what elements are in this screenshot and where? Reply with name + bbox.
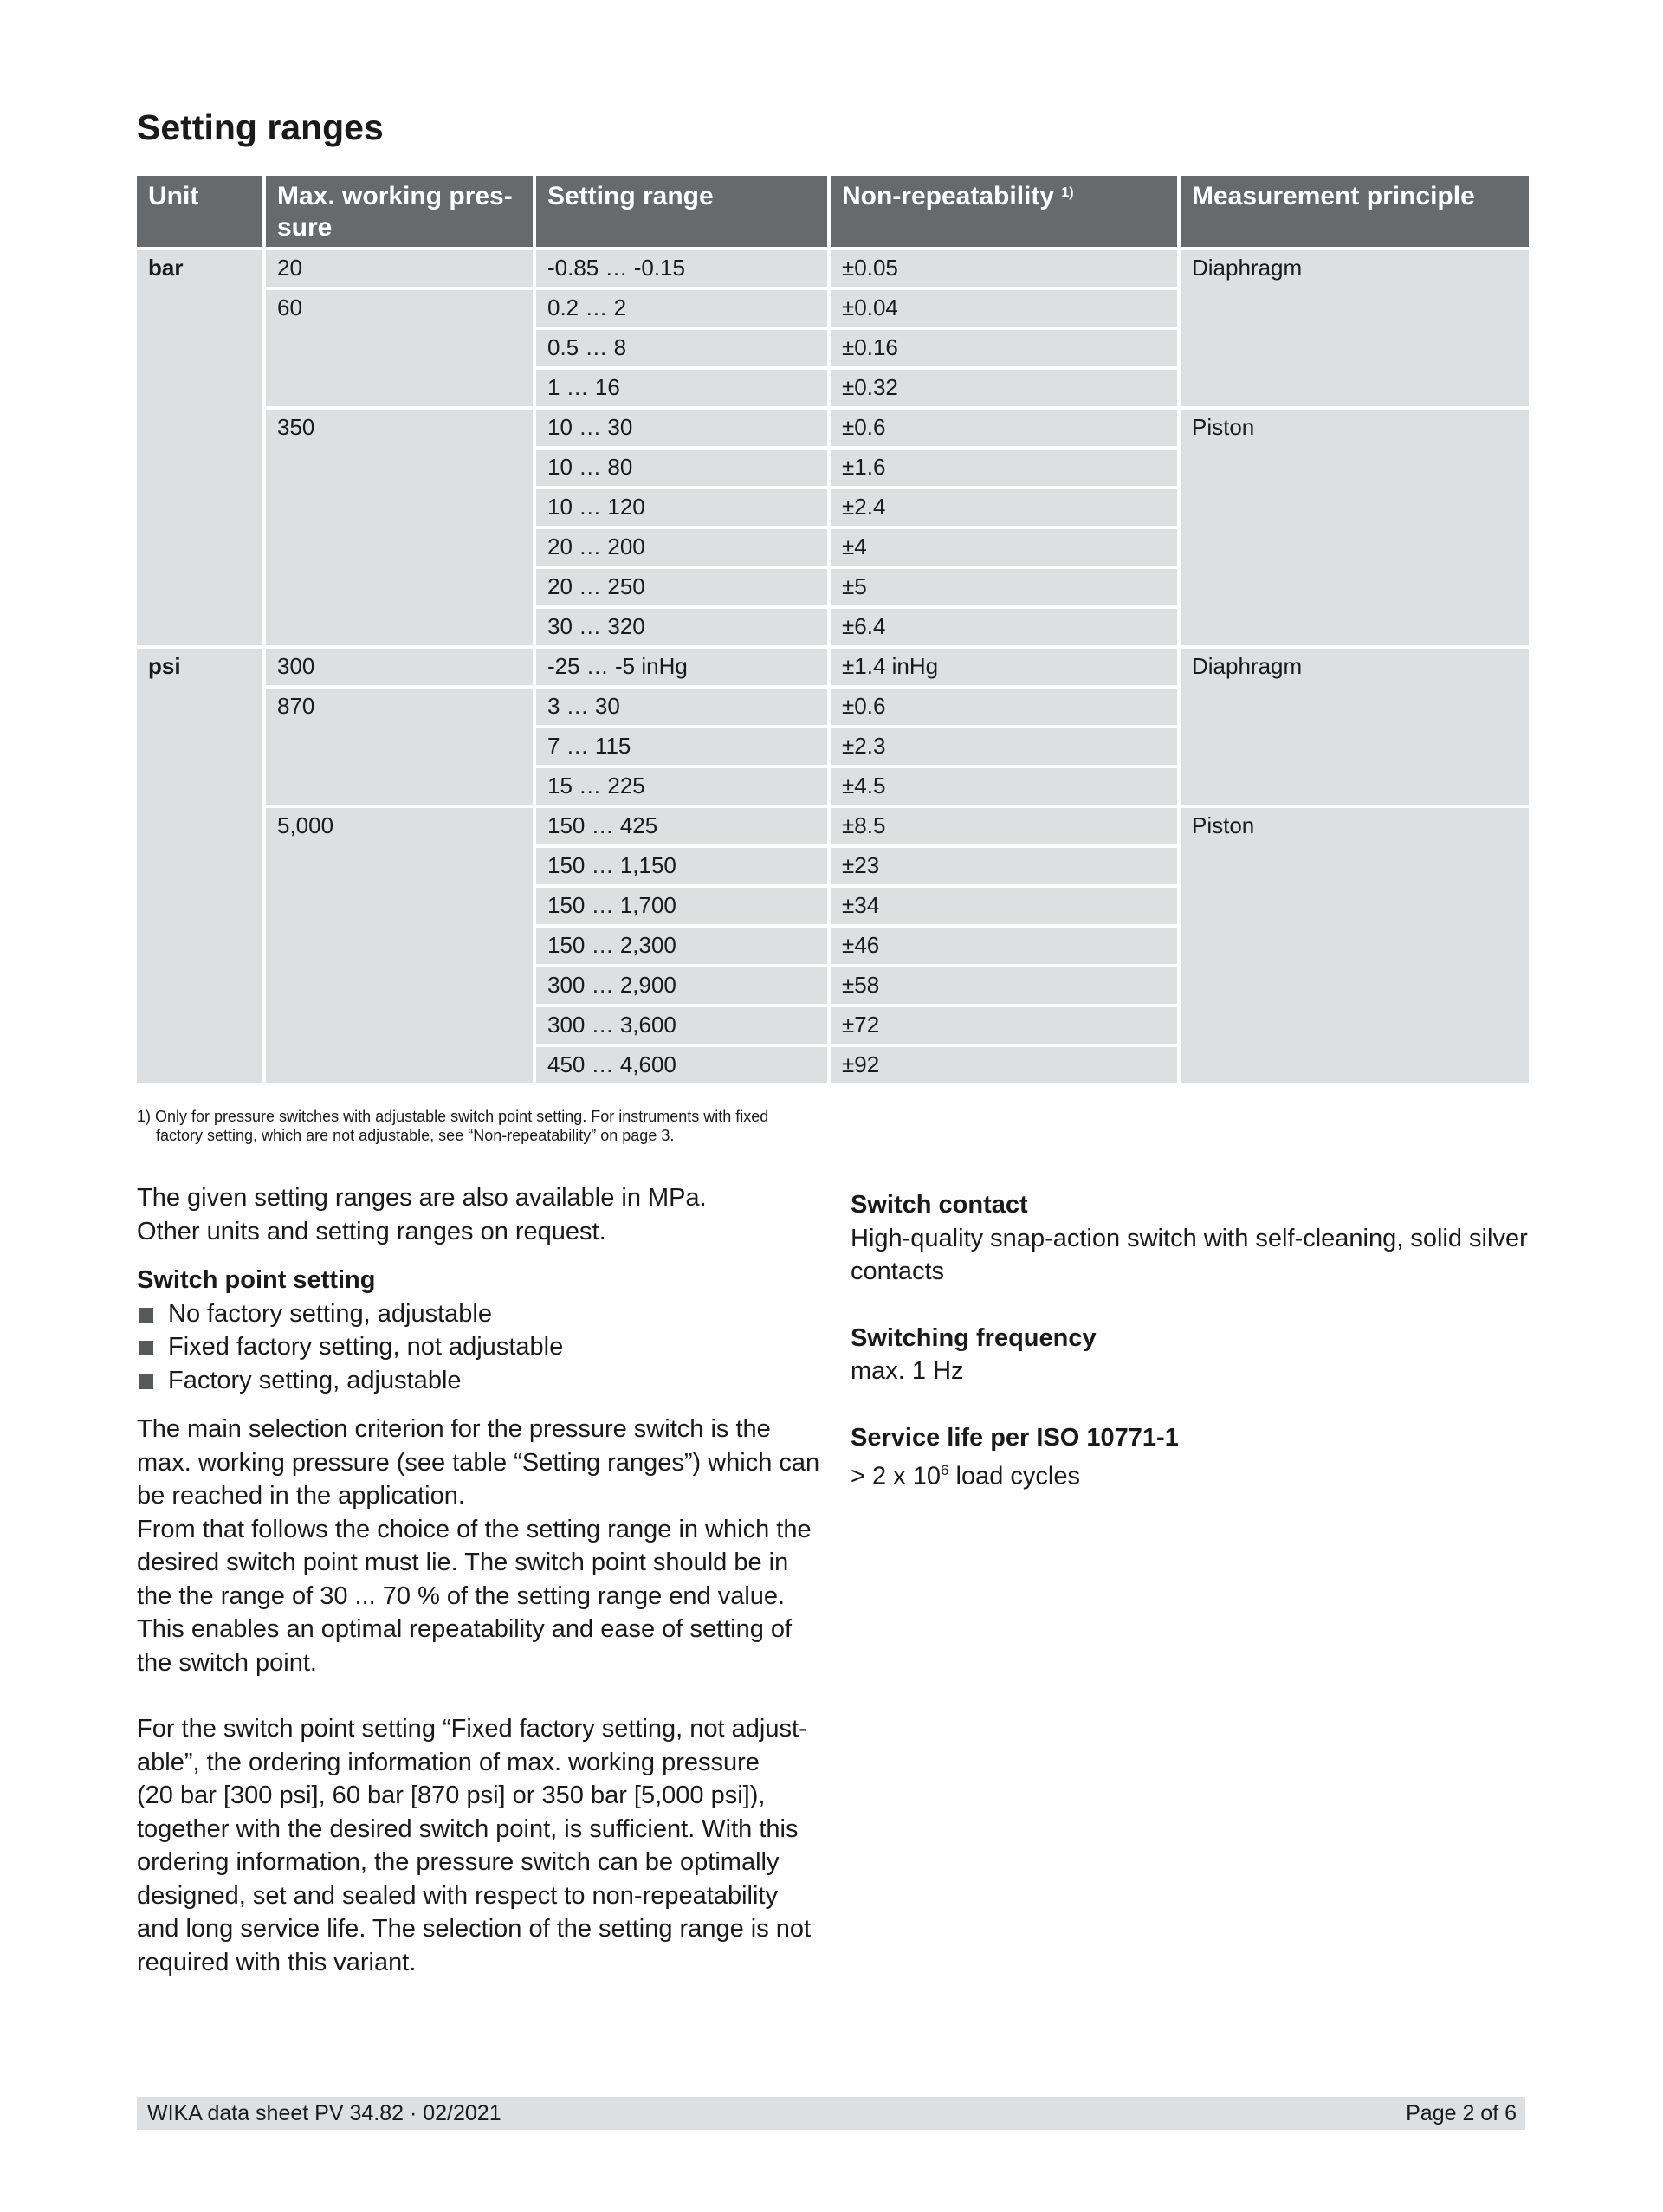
non-repeatability-cell: ±0.16 — [831, 330, 1177, 366]
list-item-label: No factory setting, adjustable — [168, 1299, 492, 1328]
setting-range-cell: 450 … 4,600 — [536, 1047, 827, 1083]
switch-contact-heading: Switch contact — [851, 1191, 1028, 1219]
setting-range-cell: 150 … 1,700 — [536, 888, 827, 924]
unit-cell: bar — [137, 250, 262, 645]
non-repeatability-cell: ±4 — [831, 529, 1177, 566]
non-repeatability-cell: ±2.4 — [831, 489, 1177, 526]
list-item — [137, 1364, 821, 1398]
intro-line1: The given setting ranges are also available in MPa. — [137, 1184, 707, 1212]
setting-range-cell: 20 … 250 — [536, 569, 827, 605]
principle-cell: Piston — [1181, 410, 1529, 645]
switching-frequency-heading: Switching frequency — [851, 1323, 1097, 1352]
text-line: required with this variant. — [137, 1948, 417, 1976]
setting-range-cell: 0.5 … 8 — [536, 330, 827, 366]
footnote-ref: 1) — [1061, 185, 1074, 200]
switch-point-options — [137, 1297, 821, 1398]
text-line: For the switch point setting “Fixed factory setting, not adjust- — [137, 1715, 807, 1743]
square-bullet-icon — [139, 1308, 153, 1323]
header-setting-range: Setting range — [536, 176, 827, 247]
principle-cell: Piston — [1181, 808, 1529, 1083]
table-header-row — [137, 176, 1529, 247]
header-measurement-principle: Measurement principle — [1181, 176, 1529, 247]
table-row — [137, 649, 1529, 685]
square-bullet-icon — [139, 1341, 153, 1355]
setting-range-cell: 0.2 … 2 — [536, 290, 827, 327]
table-footnote — [137, 1107, 830, 1145]
setting-range-cell: 15 … 225 — [536, 768, 827, 805]
max-pressure-cell: 350 — [266, 410, 533, 645]
header-unit: Unit — [137, 176, 262, 247]
setting-range-cell: 150 … 1,150 — [536, 848, 827, 884]
table-row — [137, 250, 1529, 287]
header-max-line2: sure — [277, 213, 333, 242]
setting-range-cell: 300 … 2,900 — [536, 967, 827, 1004]
list-item-label: Fixed factory setting, not adjustable — [168, 1333, 564, 1361]
header-max-working-pressure — [266, 176, 533, 247]
max-pressure-cell: 5,000 — [266, 808, 533, 1083]
non-repeatability-cell: ±34 — [831, 888, 1177, 924]
text-line: designed, set and sealed with respect to non-repeatability — [137, 1881, 778, 1910]
left-column — [137, 1181, 821, 1979]
service-life-prefix: > 2 x 10 — [851, 1462, 941, 1491]
principle-cell: Diaphragm — [1181, 649, 1529, 805]
list-item-label: Factory setting, adjustable — [168, 1366, 462, 1394]
non-repeatability-cell: ±6.4 — [831, 609, 1177, 645]
text-line: the the range of 30 ... 70 % of the setting range end value. — [137, 1581, 786, 1610]
max-pressure-cell: 870 — [266, 689, 533, 805]
table-row — [137, 410, 1529, 446]
service-life-suffix: load cycles — [948, 1462, 1080, 1491]
non-repeatability-cell: ±72 — [831, 1007, 1177, 1044]
switch-contact-line1: High-quality snap-action switch with self-cleaning, solid silver — [851, 1224, 1528, 1252]
max-pressure-cell: 20 — [266, 250, 533, 287]
spacer — [137, 1679, 821, 1712]
text-line: able”, the ordering information of max. working pressure — [137, 1748, 760, 1776]
max-pressure-cell: 60 — [266, 290, 533, 406]
setting-range-cell: 3 … 30 — [536, 689, 827, 725]
non-repeatability-cell: ±92 — [831, 1047, 1177, 1083]
text-line: From that follows the choice of the setting range in which the — [137, 1515, 812, 1543]
setting-range-cell: 1 … 16 — [536, 370, 827, 406]
non-repeatability-cell: ±0.6 — [831, 689, 1177, 725]
setting-range-cell: -0.85 … -0.15 — [536, 250, 827, 287]
setting-ranges-table — [133, 172, 1532, 1087]
setting-range-cell: 10 … 120 — [536, 489, 827, 526]
setting-range-cell: 300 … 3,600 — [536, 1007, 827, 1044]
non-repeatability-cell: ±0.6 — [831, 410, 1177, 446]
max-pressure-cell: 300 — [266, 649, 533, 685]
non-repeatability-cell: ±8.5 — [831, 808, 1177, 844]
switch-point-heading: Switch point setting — [137, 1266, 376, 1294]
fixed-setting-paragraph — [137, 1712, 821, 1979]
text-line: max. working pressure (see table “Setting ranges”) which can — [137, 1448, 820, 1477]
list-item — [137, 1330, 821, 1364]
footer-page-number: Page 2 of 6 — [1406, 2101, 1517, 2125]
header-non-repeatability-label: Non-repeatability — [842, 182, 1055, 210]
service-life-exponent: 6 — [941, 1462, 949, 1478]
text-line: ordering information, the pressure switch can be optimally — [137, 1848, 780, 1876]
non-repeatability-cell: ±1.6 — [831, 450, 1177, 486]
setting-range-cell: 20 … 200 — [536, 529, 827, 566]
principle-cell: Diaphragm — [1181, 250, 1529, 406]
spacer — [851, 1388, 1543, 1421]
text-line: and long service life. The selection of the setting range is not — [137, 1915, 812, 1943]
service-life-heading: Service life per ISO 10771-1 — [851, 1423, 1179, 1452]
setting-range-cell: 7 … 115 — [536, 728, 827, 765]
setting-range-cell: 30 … 320 — [536, 609, 827, 645]
square-bullet-icon — [139, 1374, 153, 1389]
non-repeatability-cell: ±46 — [831, 928, 1177, 964]
header-max-line1: Max. working pres- — [277, 182, 513, 210]
setting-range-cell: 10 … 30 — [536, 410, 827, 446]
setting-range-cell: -25 … -5 inHg — [536, 649, 827, 685]
right-column — [851, 1188, 1543, 1493]
non-repeatability-cell: ±0.04 — [831, 290, 1177, 327]
list-item — [137, 1297, 821, 1331]
non-repeatability-cell: ±1.4 inHg — [831, 649, 1177, 685]
section-title: Setting ranges — [137, 107, 384, 147]
text-line: (20 bar [300 psi], 60 bar [870 psi] or 350 bar [5,000 psi]), — [137, 1782, 766, 1809]
header-non-repeatability — [831, 176, 1177, 247]
footnote-line2: factory setting, which are not adjustable, see “Non-repeatability” on page 3. — [156, 1127, 675, 1144]
non-repeatability-cell: ±2.3 — [831, 728, 1177, 765]
spacer — [851, 1289, 1543, 1322]
non-repeatability-cell: ±5 — [831, 569, 1177, 605]
unit-cell: psi — [137, 649, 262, 1083]
switch-contact-line2: contacts — [851, 1258, 944, 1285]
text-line: The main selection criterion for the pressure switch is the — [137, 1415, 771, 1443]
non-repeatability-cell: ±4.5 — [831, 768, 1177, 805]
non-repeatability-cell: ±58 — [831, 967, 1177, 1004]
text-line: together with the desired switch point, is sufficient. With this — [137, 1814, 799, 1843]
non-repeatability-cell: ±0.32 — [831, 370, 1177, 406]
text-line: This enables an optimal repeatability and ease of setting of — [137, 1615, 793, 1643]
setting-range-cell: 10 … 80 — [536, 450, 827, 486]
spacer — [137, 1397, 821, 1413]
intro-line2: Other units and setting ranges on request. — [137, 1217, 606, 1245]
text-line: the switch point. — [137, 1648, 317, 1677]
non-repeatability-cell: ±23 — [831, 848, 1177, 884]
selection-paragraph — [137, 1413, 821, 1679]
footer-document-id: WIKA data sheet PV 34.82 · 02/2021 — [147, 2101, 501, 2125]
footnote-line1: 1) Only for pressure switches with adjustable switch point setting. For instruments with fixed — [137, 1108, 769, 1125]
text-line: be reached in the application. — [137, 1482, 465, 1510]
service-life-value — [851, 1454, 1543, 1493]
setting-range-cell: 150 … 425 — [536, 808, 827, 844]
setting-range-cell: 150 … 2,300 — [536, 928, 827, 964]
spacer — [137, 1248, 821, 1264]
table-row — [137, 808, 1529, 844]
switching-frequency-value: max. 1 Hz — [851, 1357, 964, 1385]
non-repeatability-cell: ±0.05 — [831, 250, 1177, 287]
page-footer — [137, 2097, 1525, 2130]
text-line: desired switch point must lie. The switch point should be in — [137, 1549, 789, 1576]
